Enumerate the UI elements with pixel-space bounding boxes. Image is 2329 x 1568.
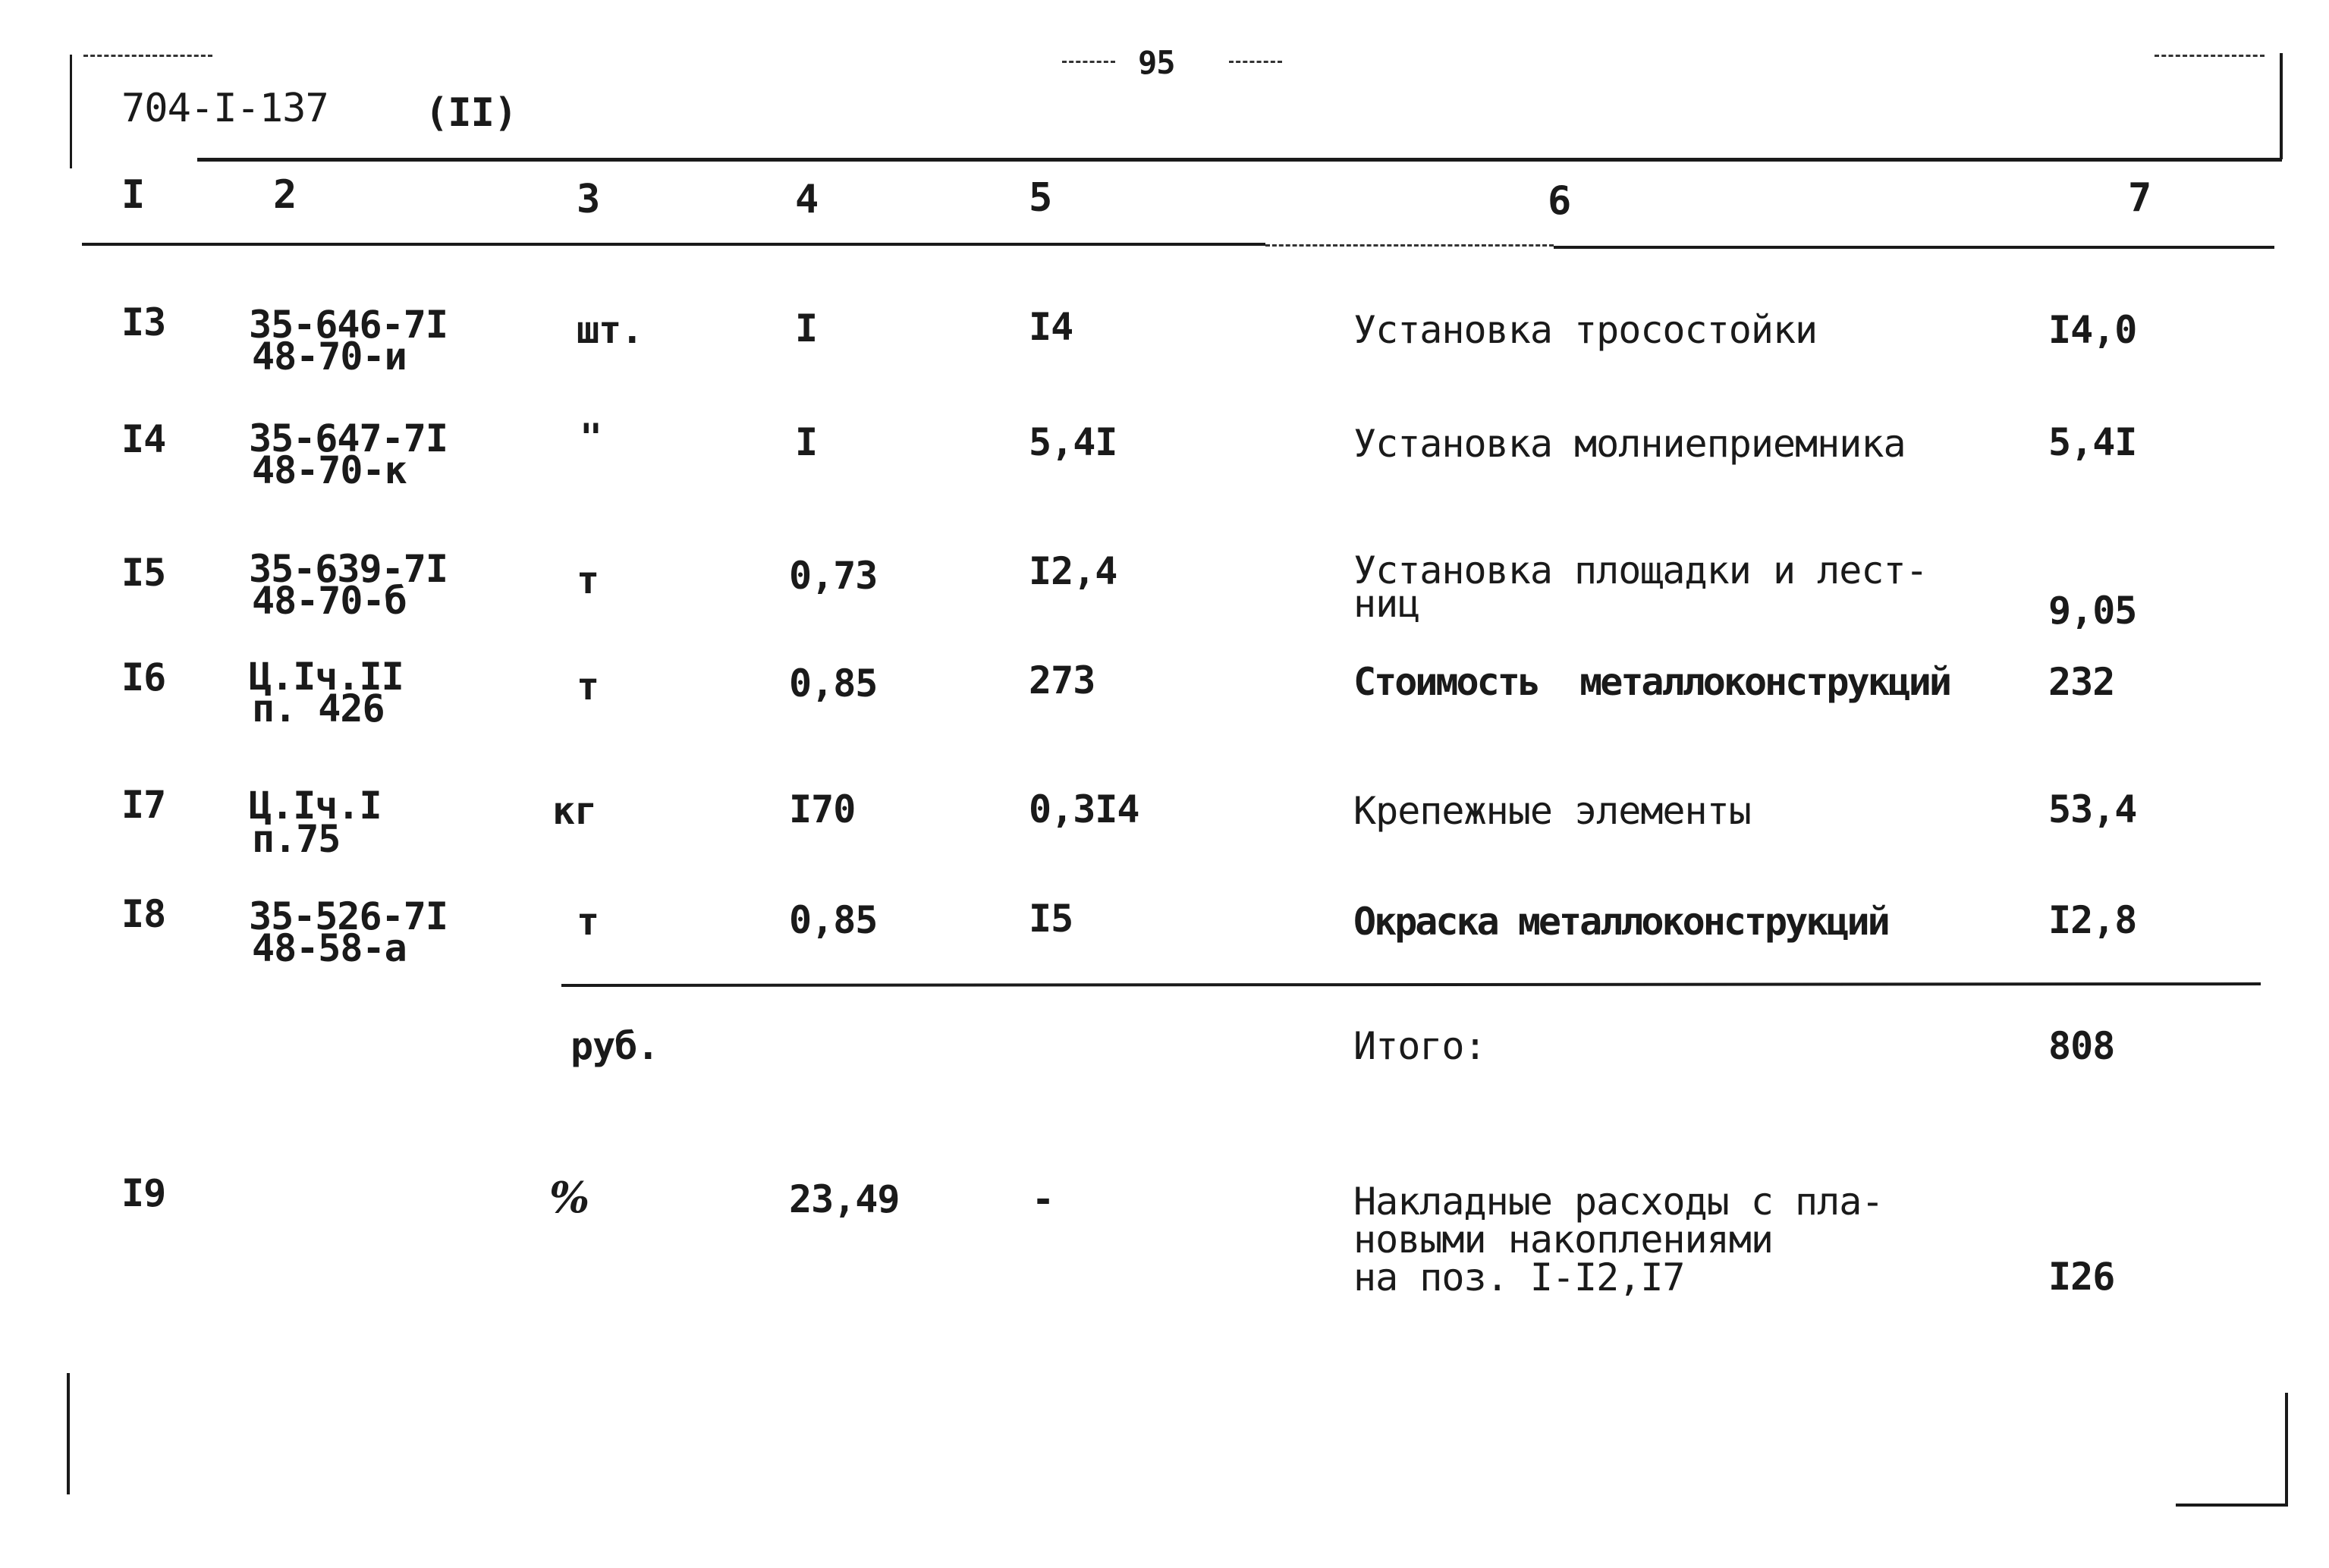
row-description: Установка тросостойки bbox=[1353, 308, 1818, 352]
document-part: (II) bbox=[425, 90, 517, 136]
row-price: I4 bbox=[1029, 305, 1073, 349]
row-number: I9 bbox=[121, 1171, 166, 1215]
row-description: Установка молниеприемника bbox=[1353, 422, 1906, 466]
header-bottom-rule-dashed bbox=[1265, 244, 1554, 247]
column-header-4: 4 bbox=[795, 177, 819, 222]
row-number: I8 bbox=[121, 892, 166, 936]
row-total: 53,4 bbox=[2048, 787, 2137, 831]
row-price: 273 bbox=[1029, 658, 1095, 702]
column-header-7: 7 bbox=[2128, 175, 2151, 221]
column-header-6: 6 bbox=[1548, 178, 1571, 224]
header-bottom-rule bbox=[82, 243, 1265, 246]
row-quantity: 0,85 bbox=[789, 661, 878, 705]
row-total: I4,0 bbox=[2048, 308, 2137, 352]
frame-bottom-right-horizontal bbox=[2176, 1504, 2288, 1507]
row-unit: % bbox=[549, 1173, 589, 1223]
frame-top-right-vertical bbox=[2280, 53, 2283, 159]
row-description-line-1: Накладные расходы с пла- bbox=[1353, 1180, 1884, 1224]
column-header-1: I bbox=[121, 172, 145, 218]
row-description: Окраска металлоконструкций bbox=[1353, 900, 1888, 944]
row-total: 9,05 bbox=[2048, 589, 2137, 633]
row-price: 5,4I bbox=[1029, 420, 1117, 464]
row-unit: т bbox=[577, 558, 599, 602]
page-number-dash-right bbox=[1229, 61, 1282, 63]
subtotal-rule bbox=[561, 982, 2261, 987]
row-unit: кг bbox=[552, 789, 597, 833]
row-code-line-1: 35-647-7I bbox=[249, 416, 448, 460]
document-code: 704-I-137 bbox=[121, 86, 328, 131]
row-code-line-1: 35-646-7I bbox=[249, 303, 448, 347]
row-description-line-2: новыми накоплениями bbox=[1353, 1218, 1773, 1262]
row-quantity: 23,49 bbox=[789, 1177, 900, 1221]
row-description: Крепежные элементы bbox=[1353, 789, 1751, 833]
row-unit: шт. bbox=[577, 308, 643, 352]
row-unit: т bbox=[577, 900, 599, 944]
subtotal-total: 808 bbox=[2048, 1024, 2115, 1068]
row-total: I2,8 bbox=[2048, 898, 2137, 942]
row-number: I4 bbox=[121, 417, 166, 461]
subtotal-unit: руб. bbox=[570, 1024, 659, 1068]
row-code-line-2: 48-70-к bbox=[252, 448, 407, 492]
frame-top-left-vertical bbox=[70, 55, 72, 168]
subtotal-label: Итого: bbox=[1353, 1024, 1486, 1068]
frame-top-right-dash bbox=[2155, 55, 2265, 57]
row-price: 0,3I4 bbox=[1029, 787, 1139, 831]
column-header-5: 5 bbox=[1029, 175, 1052, 221]
row-total: 5,4I bbox=[2048, 420, 2137, 464]
row-quantity: I bbox=[795, 420, 818, 464]
page-number: 95 bbox=[1138, 44, 1175, 81]
row-number: I5 bbox=[121, 551, 166, 595]
row-total: I26 bbox=[2048, 1255, 2115, 1299]
row-unit: т bbox=[577, 665, 599, 709]
page-number-dash-left bbox=[1062, 61, 1115, 63]
column-header-2: 2 bbox=[273, 172, 297, 218]
row-price: I5 bbox=[1029, 897, 1073, 941]
row-code-line-1: Ц.Iч.II bbox=[249, 655, 404, 699]
header-bottom-rule-right bbox=[1554, 246, 2274, 249]
row-quantity: 0,85 bbox=[789, 898, 878, 942]
row-number: I3 bbox=[121, 300, 166, 344]
row-description-line-2: ниц bbox=[1353, 582, 1420, 626]
frame-bottom-right-vertical bbox=[2285, 1393, 2288, 1507]
header-top-rule bbox=[197, 158, 2282, 162]
row-code-line-2: п.75 bbox=[252, 817, 341, 861]
row-description: Стоимость металлоконструкций bbox=[1353, 660, 1950, 704]
row-code-line-2: 48-70-и bbox=[252, 335, 407, 379]
row-number: I6 bbox=[121, 655, 166, 699]
row-total: 232 bbox=[2048, 660, 2115, 704]
row-unit: " bbox=[580, 416, 602, 460]
row-quantity: I bbox=[795, 306, 818, 350]
row-code-line-1: 35-639-7I bbox=[249, 547, 448, 591]
row-code-line-2: 48-70-б bbox=[252, 579, 407, 623]
row-price: I2,4 bbox=[1029, 549, 1117, 593]
row-number: I7 bbox=[121, 783, 166, 827]
column-header-3: 3 bbox=[577, 177, 600, 222]
row-code-line-2: 48-58-а bbox=[252, 926, 407, 970]
row-code-line-2: п. 426 bbox=[252, 687, 385, 731]
row-code-line-1: Ц.Iч.I bbox=[249, 784, 382, 828]
row-description-line-3: на поз. I-I2,I7 bbox=[1353, 1255, 1685, 1299]
frame-top-left-dash bbox=[83, 55, 212, 57]
row-price: - bbox=[1032, 1177, 1054, 1221]
row-quantity: I70 bbox=[789, 787, 856, 831]
frame-bottom-left-vertical bbox=[67, 1373, 70, 1494]
row-description-line-1: Установка площадки и лест- bbox=[1353, 548, 1928, 592]
row-code-line-1: 35-526-7I bbox=[249, 894, 448, 938]
row-quantity: 0,73 bbox=[789, 554, 878, 598]
